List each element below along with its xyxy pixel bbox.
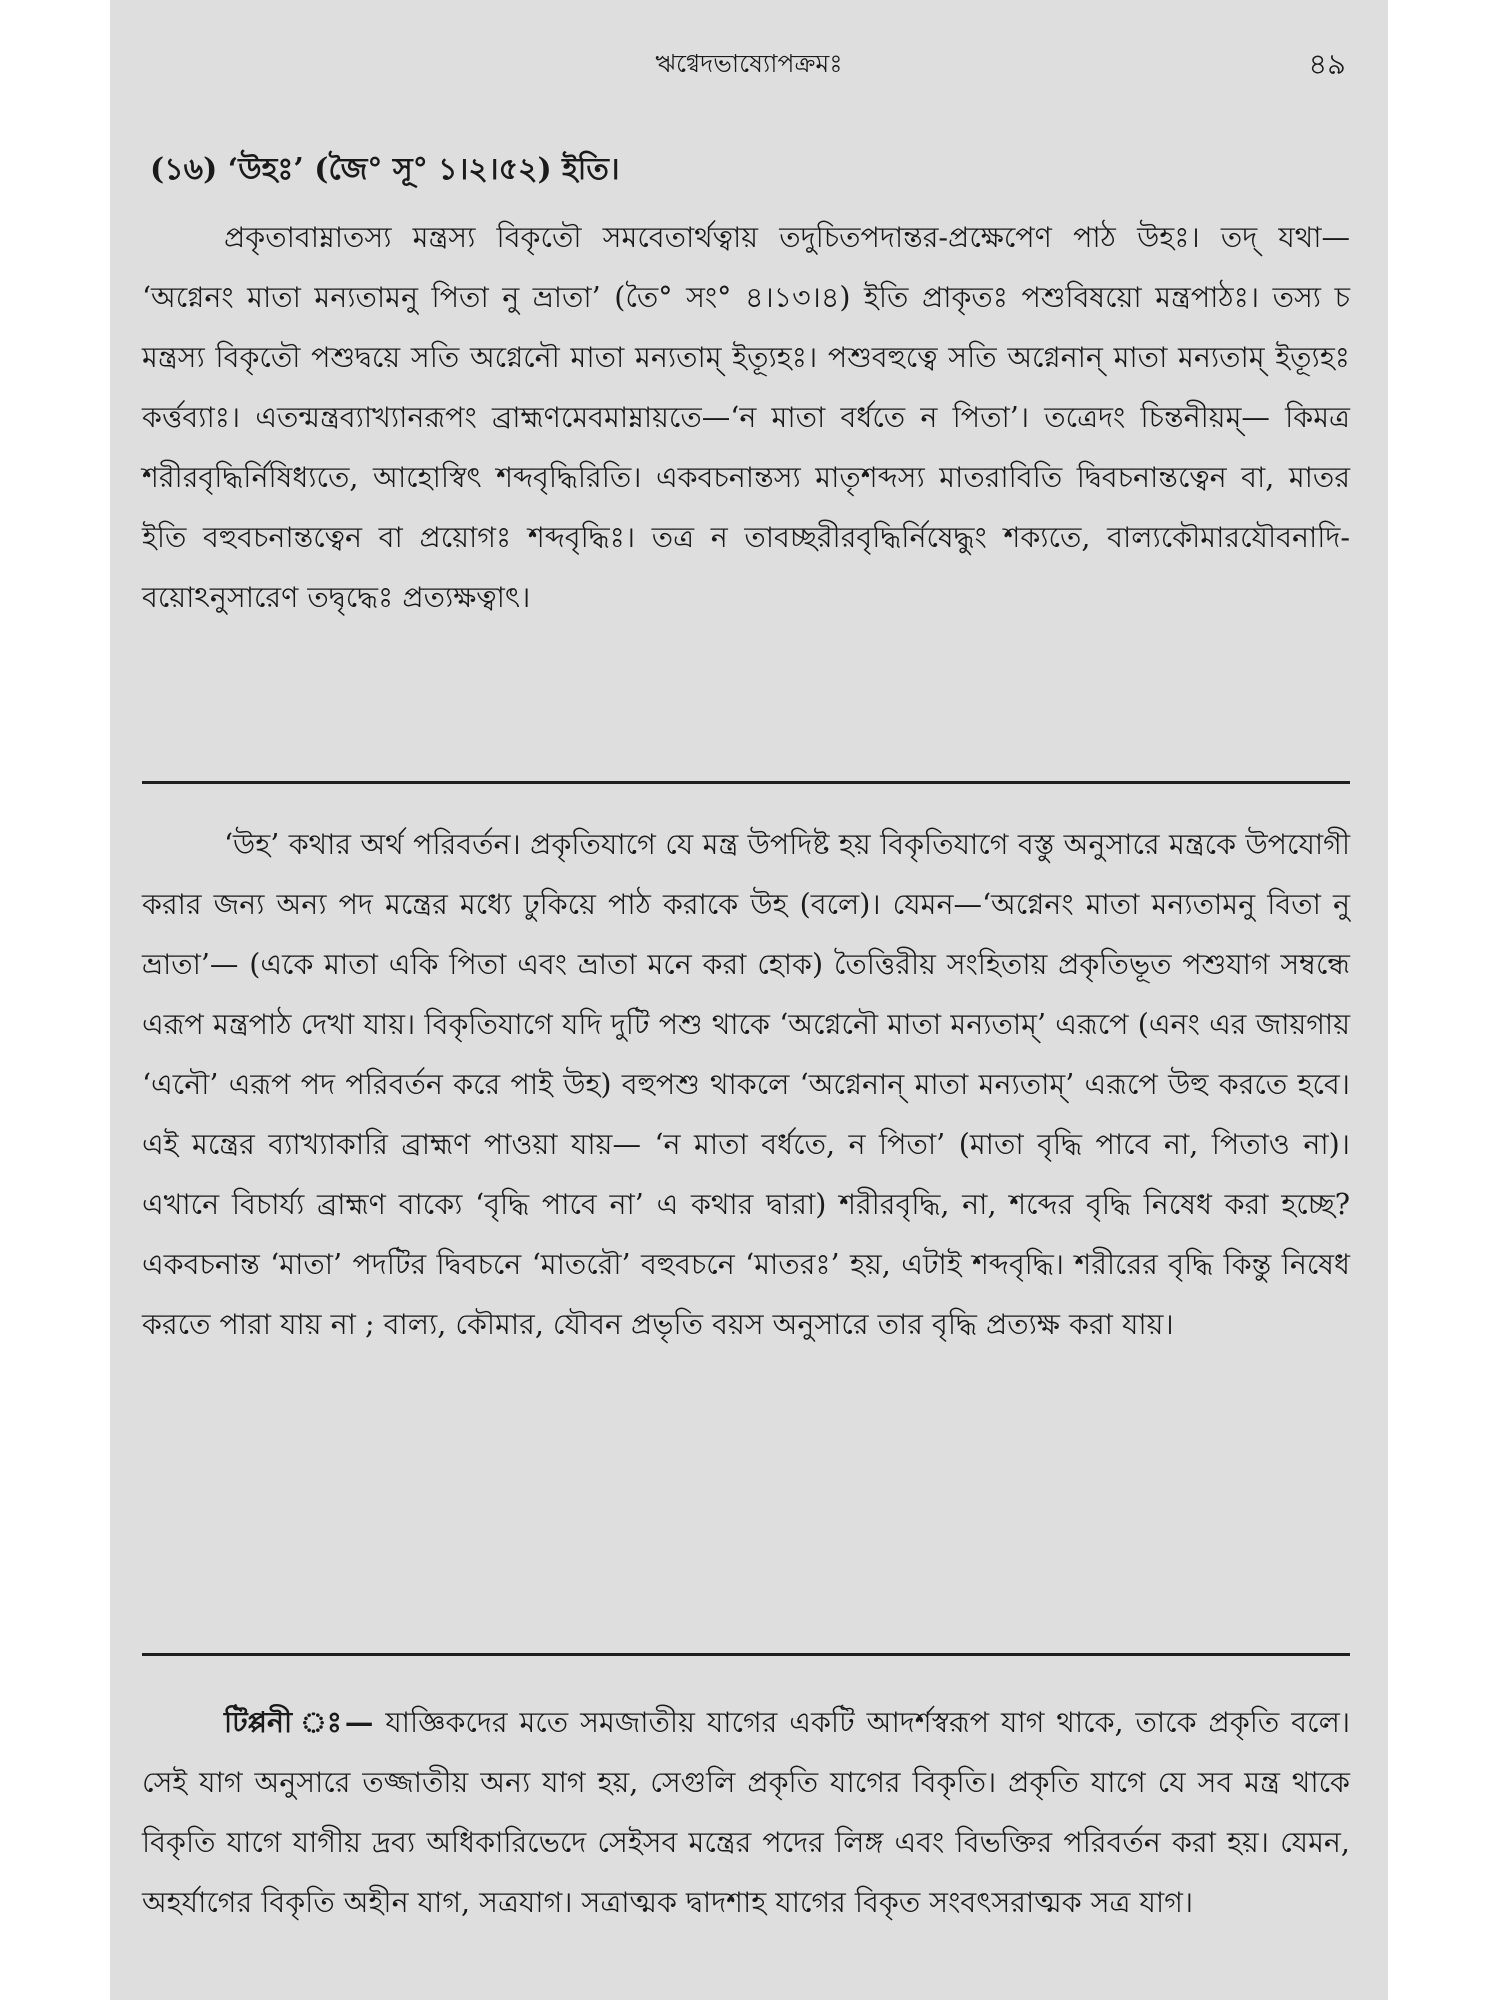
divider-rule bbox=[142, 781, 1350, 784]
right-margin bbox=[1388, 0, 1500, 2000]
bengali-translation bbox=[142, 815, 1350, 1355]
footnote-text: যাজ্ঞিকদের মতে সমজাতীয় যাগের একটি আদর্শস্বরূপ যাগ থাকে, তাকে প্রকৃতি বলে। সেই যাগ অনুসারে তজ্জাতীয় অন্য যাগ হয়, সেগুলি প্রকৃতি যাগের বিকৃতি। প্রকৃতি যাগে যে সব মন্ত্র থাকে বিকৃতি যাগে যাগীয় দ্রব্য অধিকারিভেদে সেইসব মন্ত্রের পদের লিঙ্গ এবং বিভক্তির পরিবর্তন করা হয়। যেমন, অহর্যাগের বিকৃতি অহীন যাগ, সত্রযাগ। সত্রাত্মক দ্বাদশাহ যাগের বিকৃত সংবৎসরাত্মক সত্র যাগ। bbox=[142, 1706, 1351, 1919]
divider-rule bbox=[142, 1653, 1350, 1656]
running-title: ঋগ্বেদভাষ্যোপক্রমঃ bbox=[655, 49, 843, 78]
footnote-paragraph bbox=[142, 1692, 1350, 1933]
left-margin bbox=[0, 0, 110, 2000]
sanskrit-paragraph: প্রকৃতাবাম্নাতস্য মন্ত্রস্য বিকৃতৌ সমবেতার্থত্বায় তদুচিতপদান্তর-প্রক্ষেপেণ পাঠ উহঃ। তদ্ যথা— ‘অগ্নেনং মাতা মন্যতামনু পিতা নু ভ্রাতা’ (তৈ° সং° ৪।১৩।৪) ইতি প্রাকৃতঃ পশুবিষয়ো মন্ত্রপাঠঃ। তস্য চ মন্ত্রস্য বিকৃতৌ পশুদ্বয়ে সতি অগ্নেনৌ মাতা মন্যতাম্ ইত্যূহঃ। পশুবহুত্বে সতি অগ্নেনান্ মাতা মন্যতাম্ ইত্যূহঃ কর্ত্তব্যাঃ। এতন্মন্ত্রব্যাখ্যানরূপং ব্রাহ্মণমেবমাম্নায়তে—‘ন মাতা বর্ধতে ন পিতা’। তত্রেদং চিন্তনীয়ম্— কিমত্র শরীরবৃদ্ধির্নিষিধ্যতে, আহোস্বিৎ শব্দবৃদ্ধিরিতি। একবচনান্তস্য মাতৃশব্দস্য মাতরাবিতি দ্বিবচনান্তত্বেন বা, মাতর ইতি বহুবচনান্তত্বেন বা প্রয়োগঃ শব্দবৃদ্ধিঃ। তত্র ন তাবচ্ছরীরবৃদ্ধির্নিষেদ্ধুং শক্যতে, বাল্যকৌমারযৌবনাদি-বয়োঽনুসারেণ তদ্বৃদ্ধেঃ প্রত্যক্ষত্বাৎ। bbox=[142, 221, 1350, 614]
bengali-paragraph: ‘উহ’ কথার অর্থ পরিবর্তন। প্রকৃতিযাগে যে মন্ত্র উপদিষ্ট হয় বিকৃতিযাগে বস্তু অনুসারে মন্ত্রকে উপযোগী করার জন্য অন্য পদ মন্ত্রের মধ্যে ঢুকিয়ে পাঠ করাকে উহ (বলে)। যেমন—‘অগ্নেনং মাতা মন্যতামনু বিতা নু ভ্রাতা’— (একে মাতা একি পিতা এবং ভ্রাতা মনে করা হোক) তৈত্তিরীয় সংহিতায় প্রকৃতিভূত পশুযাগ সম্বন্ধে এরূপ মন্ত্রপাঠ দেখা যায়। বিকৃতিযাগে যদি দুটি পশু থাকে ‘অগ্নেনৌ মাতা মন্যতাম্’ এরূপে (এনং এর জায়গায় ‘এনৌ’ এরূপ পদ পরিবর্তন করে পাই উহ) বহুপশু থাকলে ‘অগ্নেনান্ মাতা মন্যতাম্’ এরূপে উহু করতে হবে। এই মন্ত্রের ব্যাখ্যাকারি ব্রাহ্মণ পাওয়া যায়— ‘ন মাতা বর্ধতে, ন পিতা’ (মাতা বৃদ্ধি পাবে না, পিতাও না)। এখানে বিচার্য্য ব্রাহ্মণ বাক্যে ‘বৃদ্ধি পাবে না’ এ কথার দ্বারা) শরীরবৃদ্ধি, না, শব্দের বৃদ্ধি নিষেধ করা হচ্ছে? একবচনান্ত ‘মাতা’ পদটির দ্বিবচনে ‘মাতরৌ’ বহুবচনে ‘মাতরঃ’ হয়, এটাই শব্দবৃদ্ধি। শরীরের বৃদ্ধি কিন্তু নিষেধ করতে পারা যায় না ; বাল্য, কৌমার, যৌবন প্রভৃতি বয়স অনুসারে তার বৃদ্ধি প্রত্যক্ষ করা যায়। bbox=[142, 828, 1350, 1341]
section-heading: (১৬) ‘উহঃ’ (জৈ° সূ° ১।২।৫২) ইতি। bbox=[150, 152, 620, 187]
running-head bbox=[110, 40, 1388, 80]
sanskrit-commentary bbox=[142, 208, 1350, 628]
footnote bbox=[142, 1692, 1350, 1933]
footnote-label: টিপ্পনী ঃ— bbox=[224, 1705, 374, 1739]
book-page bbox=[110, 0, 1388, 2000]
page-number: ৪৯ bbox=[1308, 47, 1346, 81]
